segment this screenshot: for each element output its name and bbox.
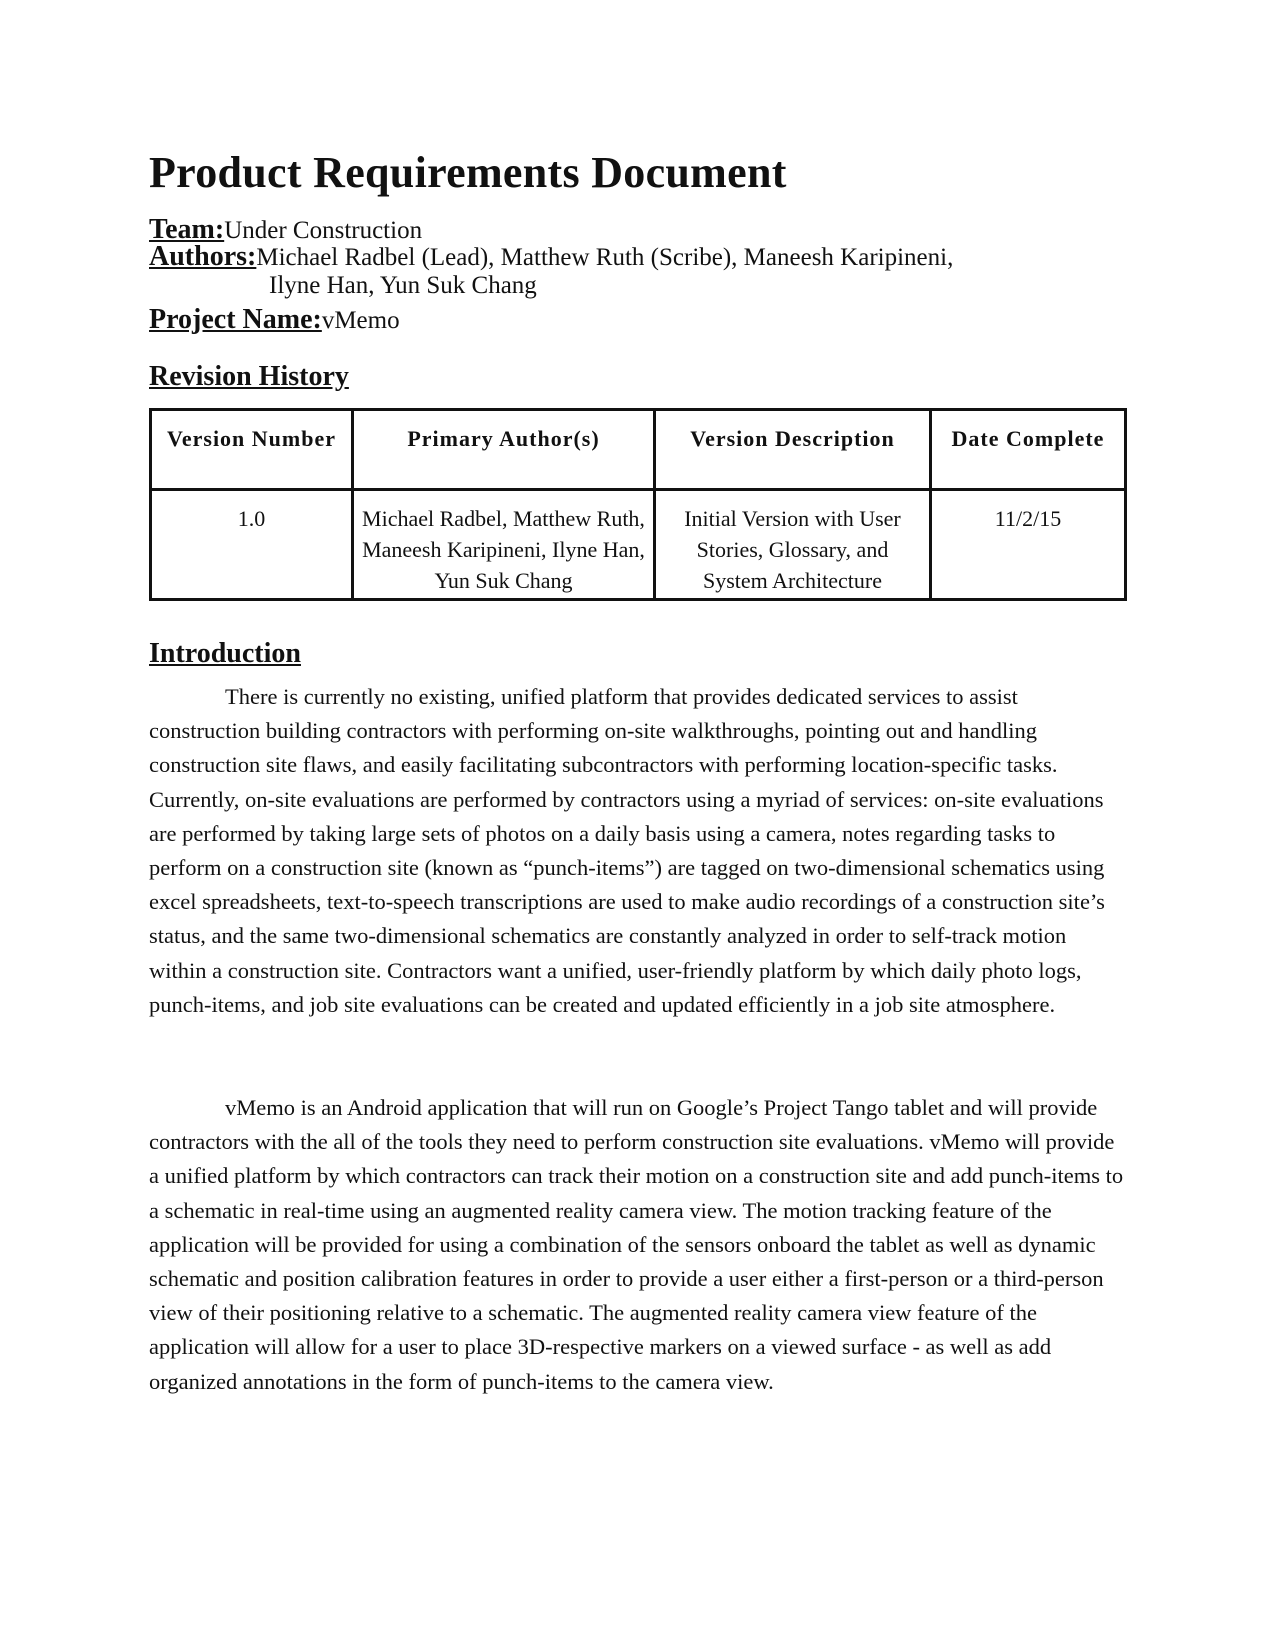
table-header-row xyxy=(151,410,1126,490)
revision-history-table xyxy=(149,408,1127,601)
column-header-version: Version Number xyxy=(151,410,353,490)
table-row xyxy=(151,490,1126,600)
team-value: Under Construction xyxy=(224,217,423,244)
column-header-authors: Primary Author(s) xyxy=(353,410,655,490)
cell-version: 1.0 xyxy=(151,490,353,600)
column-header-date: Date Complete xyxy=(931,410,1126,490)
introduction-paragraph-2: vMemo is an Android application that will run on Google’s Project Tango tablet and will provide contractors with the all of the tools they need to perform construction site evaluations. vMemo will provide a unified platform by which contractors can track their motion on a construction site and add punch-items to a schematic in real-time using an augmented reality camera view. The motion tracking feature of the application will be provided for using a combination of the sensors onboard the tablet as well as dynamic schematic and position calibration features in order to provide a user either a first-person or a third-person view of their positioning relative to a schematic. The augmented reality camera view feature of the application will allow for a user to place 3D-respective markers on a viewed surface - as well as add organized annotations in the form of punch-items to the camera view. xyxy=(149,1095,1124,1394)
project-line xyxy=(149,304,400,336)
authors-value-line2: Ilyne Han, Yun Suk Chang xyxy=(269,272,537,299)
project-value: vMemo xyxy=(321,307,400,334)
cell-date: 11/2/15 xyxy=(931,490,1126,600)
cell-authors: Michael Radbel, Matthew Ruth, Maneesh Karipineni, Ilyne Han, Yun Suk Chang xyxy=(353,490,655,600)
revision-history-heading: Revision History xyxy=(149,361,349,392)
document-title: Product Requirements Document xyxy=(149,148,787,197)
authors-value-line1: Michael Radbel (Lead), Matthew Ruth (Scribe), Maneesh Karipineni, xyxy=(256,244,954,271)
project-label: Project Name: xyxy=(149,304,322,335)
cell-description: Initial Version with User Stories, Glossary, and System Architecture xyxy=(655,490,931,600)
team-label: Team: xyxy=(149,214,225,245)
authors-line xyxy=(149,241,953,273)
authors-continuation xyxy=(269,272,537,300)
authors-label: Authors: xyxy=(149,241,257,272)
introduction-heading: Introduction xyxy=(149,638,301,669)
introduction-paragraph-1: There is currently no existing, unified platform that provides dedicated services to assist construction building contractors with performing on-site walkthroughs, pointing out and handling construction site flaws, and easily facilitating subcontractors with performing location-specific tasks. Currently, on-site evaluations are performed by contractors using a myriad of services: on-site evaluations are performed by taking large sets of photos on a daily basis using a camera, notes regarding tasks to perform on a construction site (known as “punch-items”) are tagged on two-dimensional schematics using excel spreadsheets, text-to-speech transcriptions are used to make audio recordings of a construction site’s status, and the same two-dimensional schematics are constantly analyzed in order to self-track motion within a construction site. Contractors want a unified, user-friendly platform by which daily photo logs, punch-items, and job site evaluations can be created and updated efficiently in a job site atmosphere. xyxy=(149,684,1105,1017)
column-header-description: Version Description xyxy=(655,410,931,490)
